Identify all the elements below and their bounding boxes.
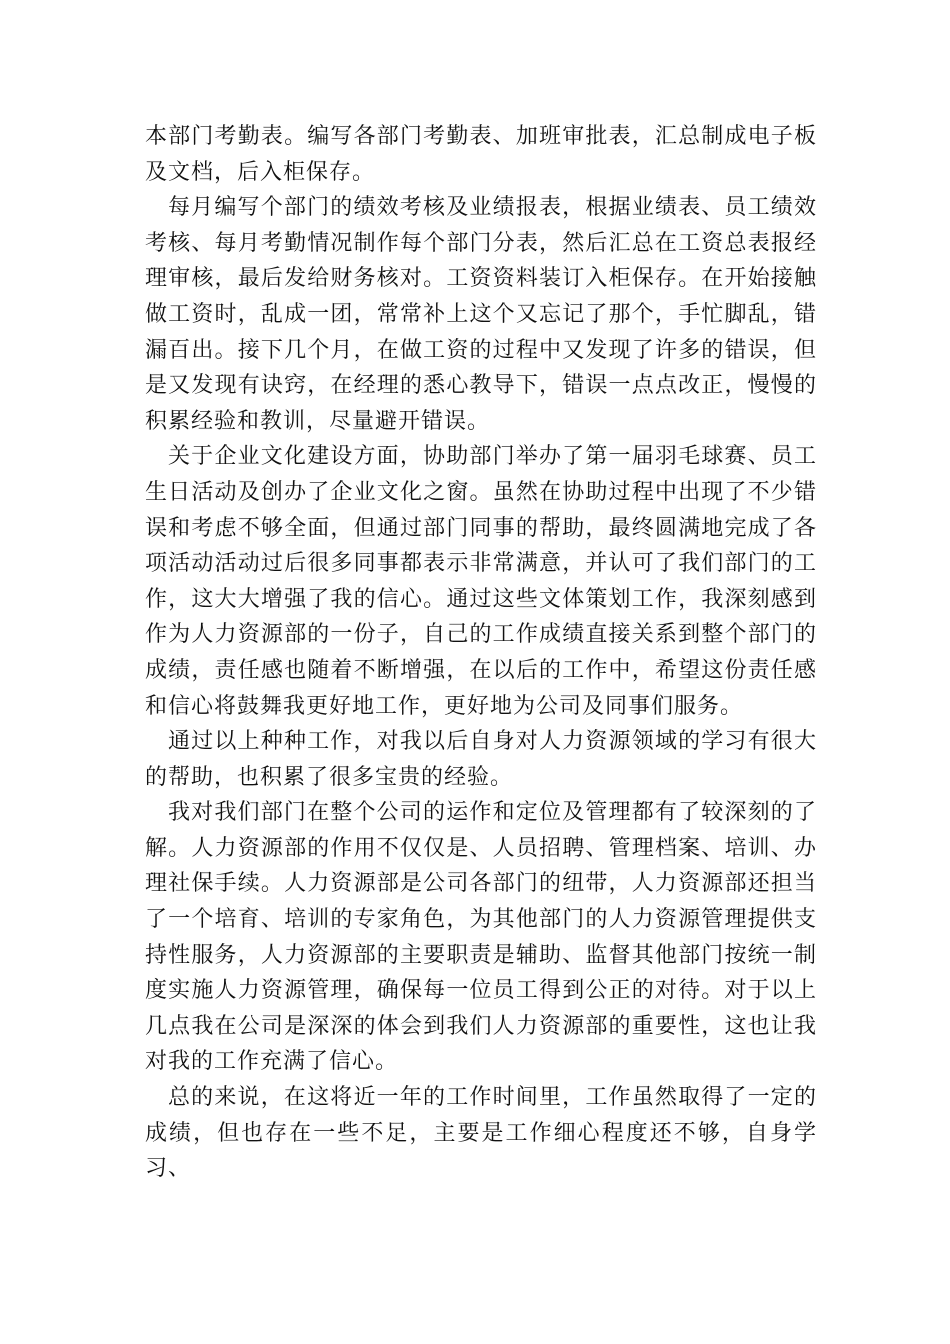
document-body	[145, 119, 817, 1187]
paragraph-payroll: 每月编写个部门的绩效考核及业绩报表，根据业绩表、员工绩效考核、每月考勤情况制作每个部门分表，然后汇总在工资总表报经理审核，最后发给财务核对。工资资料装订入柜保存。在开始接触做工资时，乱成一团，常常补上这个又忘记了那个，手忙脚乱，错漏百出。接下几个月，在做工资的过程中又发现了许多的错误，但是又发现有诀窍，在经理的悉心教导下，错误一点点改正，慢慢的积累经验和教训，尽量避开错误。	[145, 195, 817, 434]
paragraph-hr-role: 我对我们部门在整个公司的运作和定位及管理都有了较深刻的了解。人力资源部的作用不仅仅是、人员招聘、管理档案、培训、办理社保手续。人力资源部是公司各部门的纽带，人力资源部还担当了一个培育、培训的专家角色，为其他部门的人力资源管理提供支持性服务，人力资源部的主要职责是辅助、监督其他部门按统一制度实施人力资源管理，确保每一位员工得到公正的对待。对于以上几点我在公司是深深的体会到我们人力资源部的重要性，这也让我对我的工作充满了信心。	[145, 800, 817, 1075]
paragraph-learning: 通过以上种种工作，对我以后自身对人力资源领域的学习有很大的帮助，也积累了很多宝贵的经验。	[145, 729, 817, 790]
paragraph-summary: 总的来说，在这将近一年的工作时间里，工作虽然取得了一定的成绩，但也存在一些不足，主要是工作细心程度还不够，自身学习、	[145, 1085, 817, 1182]
paragraph-corporate-culture: 关于企业文化建设方面，协助部门举办了第一届羽毛球赛、员工生日活动及创办了企业文化之窗。虽然在协助过程中出现了不少错误和考虑不够全面，但通过部门同事的帮助，最终圆满地完成了各项活动活动过后很多同事都表示非常满意，并认可了我们部门的工作，这大大增强了我的信心。通过这些文体策划工作，我深刻感到作为人力资源部的一份子，自己的工作成绩直接关系到整个部门的成绩，责任感也随着不断增强，在以后的工作中，希望这份责任感和信心将鼓舞我更好地工作，更好地为公司及同事们服务。	[145, 444, 817, 719]
paragraph-attendance: 本部门考勤表。编写各部门考勤表、加班审批表，汇总制成电子板及文档，后入柜保存。	[145, 124, 817, 185]
